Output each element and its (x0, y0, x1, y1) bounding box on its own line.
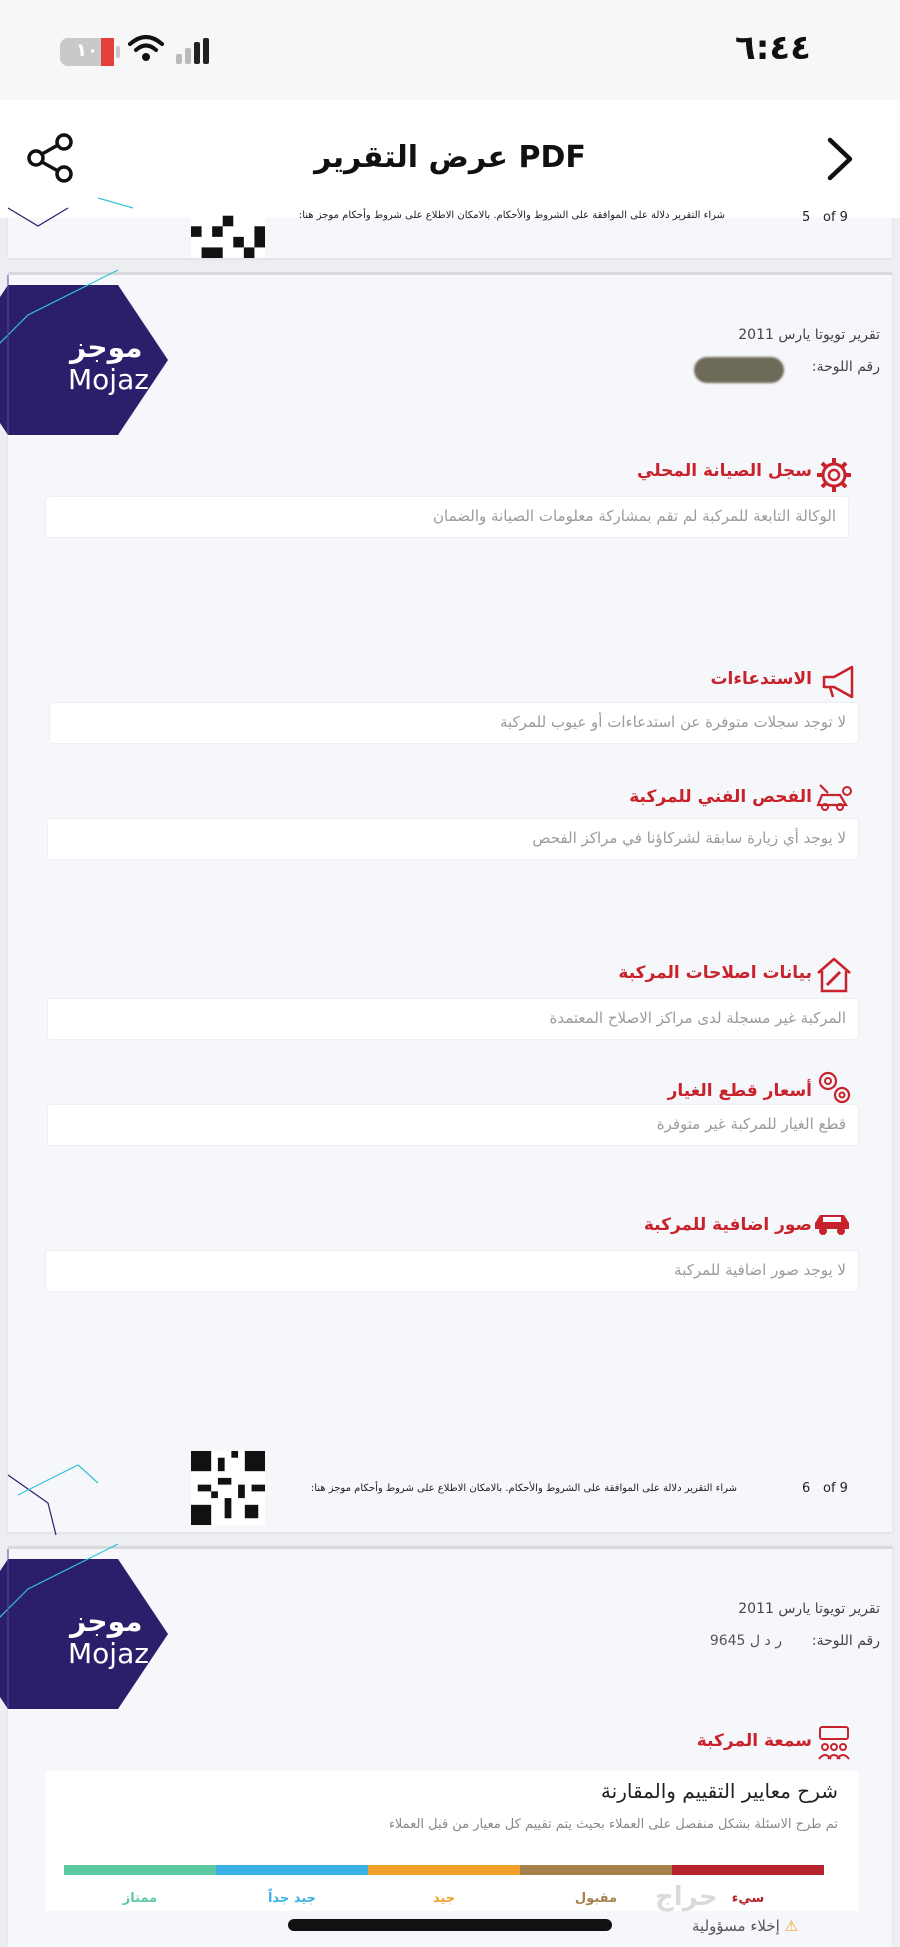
report-title: تقرير تويوتا يارس 2011 (738, 1601, 880, 1617)
rating-scale-segment (672, 1865, 824, 1875)
section-box-repairs (48, 999, 858, 1039)
section-box-inspection (48, 819, 858, 859)
warning-icon: ⚠ (784, 1917, 798, 1935)
gears-icon (814, 1067, 854, 1107)
battery-icon (60, 38, 114, 66)
section-text-parts: قطع الغيار للمركبة غير متوفرة (656, 1115, 846, 1133)
rating-scale-label: جيد (432, 1891, 456, 1906)
rating-scale-segment (520, 1865, 672, 1875)
logo-arabic-text: موجز (70, 331, 143, 364)
disclaimer-title (692, 1917, 798, 1935)
section-title-photos: صور اضافية للمركبة (643, 1215, 812, 1235)
page-footer-text: شراء التقرير دلالة على الموافقة على الشروط والأحكام. بالامكان الاطلاع على شروط وأحكام موجز هنا: (298, 210, 725, 221)
disclaimer-text: إخلاء مسؤولية (692, 1917, 780, 1935)
rating-criteria-card (46, 1771, 858, 1911)
chevron-right-icon[interactable] (820, 134, 860, 184)
car-inspection-icon (814, 779, 854, 819)
page-number: 5 (802, 210, 811, 225)
logo-english-text: Mojaz (68, 1637, 149, 1670)
home-indicator[interactable] (288, 1919, 612, 1931)
section-title-repairs: بيانات اصلاحات المركبة (618, 963, 812, 983)
page-total: of 9 (823, 210, 848, 225)
hex-decoration-icon (8, 198, 148, 258)
section-title-maintenance: سجل الصيانة المحلي (637, 461, 812, 481)
section-box-parts (48, 1105, 858, 1145)
pdf-page-5 (8, 210, 892, 258)
section-title-recalls: الاستدعاءات (710, 669, 812, 689)
report-title: تقرير تويوتا يارس 2011 (738, 327, 880, 343)
wifi-icon (128, 34, 164, 62)
status-bar (0, 0, 900, 100)
page-title: عرض التقرير PDF (314, 140, 586, 175)
plate-label: رقم اللوحة: (811, 359, 880, 375)
car-icon (812, 1203, 852, 1243)
rating-scale-label: جيد جداً (267, 1891, 317, 1906)
rating-subtitle: تم طرح الاسئلة بشكل منفصل على العملاء بحيث يتم تقييم كل معيار من قبل العملاء (388, 1817, 838, 1832)
battery-percent: ١٠ (76, 40, 98, 61)
rating-scale-label: سيء (731, 1891, 765, 1906)
plate-label: رقم اللوحة: (811, 1633, 880, 1649)
section-box-maintenance (46, 497, 848, 537)
page-number: 6 (802, 1481, 811, 1496)
rating-scale-label: مقبول (574, 1891, 618, 1906)
section-text-recalls: لا توجد سجلات متوفرة عن استدعاءات أو عيوب للمركبة (499, 713, 846, 731)
section-title-parts: أسعار قطع الغيار (667, 1081, 812, 1101)
page-total: of 9 (823, 1481, 848, 1496)
qr-code-icon[interactable] (191, 1451, 265, 1525)
people-rating-icon (814, 1723, 854, 1763)
section-box-photos (46, 1251, 858, 1291)
section-text-photos: لا يوجد صور اضافية للمركبة (674, 1261, 846, 1279)
plate-value: ر د ل 9645 (709, 1633, 782, 1649)
pdf-page-6 (8, 272, 892, 1532)
page-footer-text: شراء التقرير دلالة على الموافقة على الشروط والأحكام. بالامكان الاطلاع على شروط وأحكام موجز هنا: (310, 1483, 737, 1494)
repair-house-icon (814, 955, 854, 995)
logo-arabic-text: موجز (70, 1605, 143, 1638)
qr-code-icon[interactable] (191, 184, 265, 258)
hex-decoration-icon (8, 1465, 148, 1535)
section-title-inspection: الفحص الفني للمركبة (629, 787, 812, 807)
rating-scale-segment (216, 1865, 368, 1875)
section-text-repairs: المركبة غير مسجلة لدى مراكز الاصلاح المعتمدة (549, 1009, 846, 1027)
battery-tip (116, 46, 120, 58)
rating-scale-segment (64, 1865, 216, 1875)
plate-redacted (694, 357, 784, 383)
megaphone-icon (820, 663, 860, 703)
section-title-reputation: سمعة المركبة (696, 1731, 812, 1751)
rating-scale-label: ممتاز (122, 1891, 158, 1906)
rating-title: شرح معايير التقييم والمقارنة (600, 1779, 838, 1803)
gear-icon (814, 455, 854, 495)
section-box-recalls (50, 703, 858, 743)
status-time: ٦:٤٤ (735, 28, 811, 68)
pdf-page-7 (8, 1546, 892, 1947)
logo-english-text: Mojaz (68, 363, 149, 396)
section-text-maintenance: الوكالة التابعة للمركبة لم تقم بمشاركة معلومات الصيانة والضمان (433, 507, 836, 525)
section-text-inspection: لا يوجد أي زيارة سابقة لشركاؤنا في مراكز الفحص (532, 829, 846, 847)
rating-scale-segment (368, 1865, 520, 1875)
watermark-logo: حراج (655, 1882, 718, 1912)
